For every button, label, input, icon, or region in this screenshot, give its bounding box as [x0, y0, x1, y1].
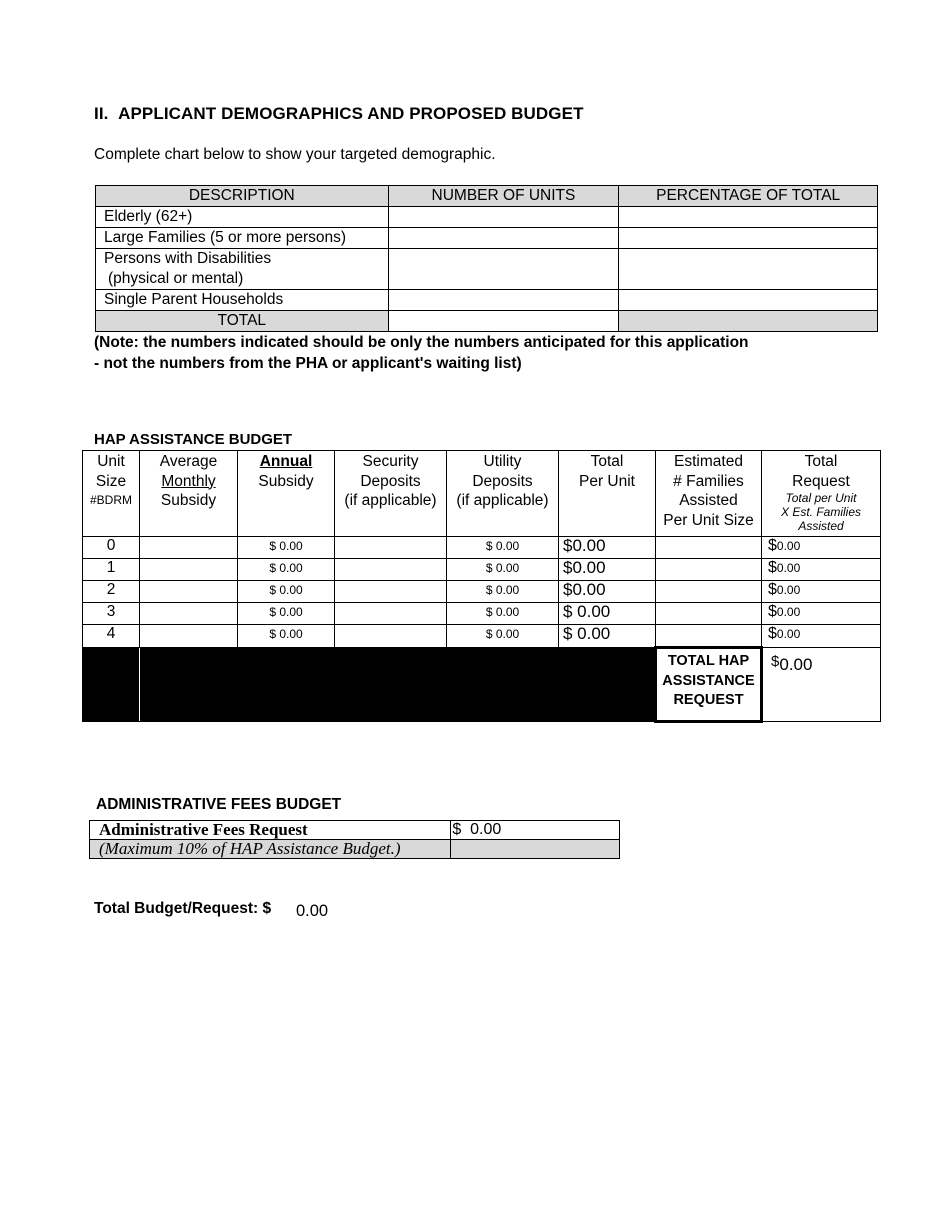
intro-text: Complete chart below to show your targeted demographic.	[94, 146, 496, 163]
admin-request-label: Administrative Fees Request	[90, 821, 451, 840]
total-row	[96, 311, 878, 332]
header-text: (if applicable)	[344, 492, 437, 509]
total-per-unit: $0.00	[559, 537, 656, 559]
est-families-field[interactable]	[656, 603, 762, 625]
total-budget-label: Total Budget/Request: $	[94, 900, 272, 917]
unit-size: 4	[83, 625, 140, 648]
header-text: Per Unit Size	[663, 511, 754, 529]
currency-sign: $	[768, 537, 777, 554]
total-hap-amount: 0.00	[779, 655, 813, 674]
hap-budget-table	[82, 450, 881, 723]
header-security-deposits	[335, 451, 447, 537]
header-percentage: PERCENTAGE OF TOTAL	[619, 186, 878, 207]
total-per-unit: $0.00	[559, 581, 656, 603]
total-units-field[interactable]	[388, 311, 619, 332]
row-label-line: Persons with Disabilities	[104, 250, 272, 267]
unit-size: 3	[83, 603, 140, 625]
avg-monthly-field[interactable]	[140, 537, 238, 559]
total-request	[762, 625, 881, 648]
admin-fees-table	[89, 820, 620, 859]
annual-subsidy: $ 0.00	[238, 559, 335, 581]
percentage-field[interactable]	[619, 207, 878, 228]
table-row	[96, 207, 878, 228]
units-field[interactable]	[388, 249, 619, 290]
annual-subsidy: $ 0.00	[238, 581, 335, 603]
utility-deposit: $ 0.00	[447, 537, 559, 559]
header-text: Deposits	[360, 472, 421, 490]
header-text: Deposits	[472, 472, 533, 490]
avg-monthly-field[interactable]	[140, 581, 238, 603]
security-deposit-field[interactable]	[335, 625, 447, 648]
header-text: Subsidy	[160, 492, 217, 509]
table-row	[83, 537, 881, 559]
header-text: Estimated	[674, 453, 743, 470]
unit-size: 0	[83, 537, 140, 559]
blacked-out-cell	[83, 648, 140, 722]
header-text: Utility	[483, 453, 522, 470]
admin-request-amount: 0.00	[470, 821, 502, 838]
total-hap-label-line: TOTAL HAP	[667, 653, 750, 669]
total-budget-value: 0.00	[296, 902, 329, 920]
est-families-field[interactable]	[656, 581, 762, 603]
currency-sign: $	[768, 581, 777, 598]
avg-monthly-field[interactable]	[140, 625, 238, 648]
header-text: Total	[590, 453, 624, 470]
header-text: # Families	[673, 472, 744, 490]
header-text: Subsidy	[258, 472, 314, 490]
percentage-field[interactable]	[619, 290, 878, 311]
total-request-value: 0.00	[776, 605, 801, 619]
table-row	[83, 581, 881, 603]
demographics-table	[95, 185, 878, 332]
section-title: II. APPLICANT DEMOGRAPHICS AND PROPOSED BUDGET	[94, 104, 584, 123]
header-text: X Est. Families	[780, 505, 861, 519]
header-unit-size	[83, 451, 140, 537]
admin-note-cell	[451, 840, 620, 859]
avg-monthly-field[interactable]	[140, 559, 238, 581]
utility-deposit: $ 0.00	[447, 559, 559, 581]
security-deposit-field[interactable]	[335, 537, 447, 559]
admin-max-note: (Maximum 10% of HAP Assistance Budget.)	[90, 840, 451, 859]
hap-header-row	[83, 451, 881, 537]
header-text: Assisted	[679, 492, 738, 509]
row-label-line: (physical or mental)	[108, 270, 244, 287]
note-line: - not the numbers from the PHA or applicant's waiting list)	[94, 355, 522, 372]
note	[94, 332, 749, 374]
header-text: Average	[159, 453, 218, 470]
note-line: (Note: the numbers indicated should be only the numbers anticipated for this application	[94, 334, 749, 351]
table-row	[83, 559, 881, 581]
header-text: Total	[804, 453, 838, 470]
avg-monthly-field[interactable]	[140, 603, 238, 625]
security-deposit-field[interactable]	[335, 603, 447, 625]
table-row	[96, 290, 878, 311]
header-utility-deposits	[447, 451, 559, 537]
header-number-of-units: NUMBER OF UNITS	[388, 186, 619, 207]
total-request-value: 0.00	[776, 583, 801, 597]
utility-deposit: $ 0.00	[447, 581, 559, 603]
total-request	[762, 537, 881, 559]
total-hap-value	[762, 648, 881, 722]
utility-deposit: $ 0.00	[447, 625, 559, 648]
unit-size: 1	[83, 559, 140, 581]
row-label: Elderly (62+)	[96, 207, 389, 228]
header-total-per-unit	[559, 451, 656, 537]
header-text: Assisted	[798, 519, 844, 533]
currency-sign: $	[768, 603, 777, 620]
header-text: Request	[792, 472, 850, 490]
currency-sign: $	[771, 653, 780, 670]
annual-subsidy: $ 0.00	[238, 625, 335, 648]
header-text: (if applicable)	[456, 492, 549, 509]
table-row	[96, 228, 878, 249]
header-text: Unit	[97, 453, 125, 470]
header-total-request	[762, 451, 881, 537]
admin-fees-title: ADMINISTRATIVE FEES BUDGET	[96, 796, 342, 813]
total-request-value: 0.00	[776, 539, 801, 553]
table-row	[96, 249, 878, 290]
total-request-value: 0.00	[776, 627, 801, 641]
row-label: Large Families (5 or more persons)	[96, 228, 389, 249]
total-per-unit: $ 0.00	[559, 625, 656, 648]
est-families-field[interactable]	[656, 537, 762, 559]
total-percentage-cell	[619, 311, 878, 332]
utility-deposit: $ 0.00	[447, 603, 559, 625]
est-families-field[interactable]	[656, 559, 762, 581]
total-request-value: 0.00	[776, 561, 801, 575]
currency-sign: $	[768, 559, 777, 576]
demographics-header-row	[96, 186, 878, 207]
currency-sign: $	[452, 821, 462, 838]
header-text: Annual	[259, 453, 313, 470]
total-per-unit: $ 0.00	[559, 603, 656, 625]
header-estimated-families	[656, 451, 762, 537]
security-deposit-field[interactable]	[335, 559, 447, 581]
row-label: Single Parent Households	[96, 290, 389, 311]
table-row	[83, 603, 881, 625]
total-request	[762, 559, 881, 581]
table-row	[83, 625, 881, 648]
security-deposit-field[interactable]	[335, 581, 447, 603]
total-request	[762, 603, 881, 625]
est-families-field[interactable]	[656, 625, 762, 648]
header-text: Per Unit	[579, 472, 635, 490]
header-text: Monthly	[161, 472, 216, 490]
header-text: Security	[362, 453, 419, 470]
header-text: Size	[95, 472, 127, 490]
units-field[interactable]	[388, 290, 619, 311]
unit-size: 2	[83, 581, 140, 603]
total-label: TOTAL	[96, 311, 389, 332]
admin-request-value[interactable]	[451, 821, 620, 840]
blacked-out-cell	[140, 648, 656, 722]
currency-sign: $	[768, 625, 777, 642]
percentage-field[interactable]	[619, 249, 878, 290]
header-annual-subsidy	[238, 451, 335, 537]
annual-subsidy: $ 0.00	[238, 603, 335, 625]
total-request	[762, 581, 881, 603]
hap-budget-title: HAP ASSISTANCE BUDGET	[94, 431, 293, 448]
table-row	[90, 840, 620, 859]
annual-subsidy: $ 0.00	[238, 537, 335, 559]
total-hap-label-line: ASSISTANCE	[662, 672, 755, 689]
total-hap-label-line: REQUEST	[673, 692, 744, 708]
header-average-monthly	[140, 451, 238, 537]
units-field[interactable]	[388, 228, 619, 249]
percentage-field[interactable]	[619, 228, 878, 249]
row-label	[96, 249, 389, 290]
header-text: Total per Unit	[785, 491, 857, 505]
units-field[interactable]	[388, 207, 619, 228]
total-per-unit: $0.00	[559, 559, 656, 581]
header-description: DESCRIPTION	[96, 186, 389, 207]
hap-total-row	[83, 648, 881, 722]
table-row	[90, 821, 620, 840]
header-text: #BDRM	[89, 493, 132, 507]
total-hap-label	[656, 648, 762, 722]
